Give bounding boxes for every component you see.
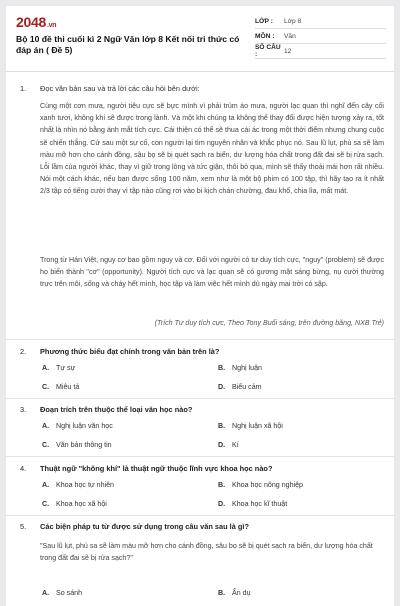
question-number: 4. [20,464,27,473]
option-d[interactable]: D. Kí [218,441,239,449]
option-d[interactable]: D. Biểu cảm [218,383,262,391]
passage-paragraph-2: Trong từ Hán Việt, nguy cơ bao gồm nguy và cơ. Đối với người có tư duy tích cực, "nguy" (problem) sẽ được họ biến thành "cơ" (opportunity). Người tích cực và lạc quan sẽ có gương mặt sáng bừng, nụ cười thường trực trên môi, sống và cháy hết mình, học tập và làm việc hết mình dù ngày mai trời có sập. [40,256,384,289]
option-a[interactable]: A. Nghị luận văn học [42,422,113,430]
divider [6,456,394,457]
option-b[interactable]: B. Nghị luận xã hội [218,422,283,430]
option-c[interactable]: C. Miêu tả [42,383,80,391]
option-c[interactable]: C. Văn bản thông tin [42,441,112,449]
option-a[interactable]: A. So sánh [42,589,83,597]
option-a[interactable]: A. Khoa học tự nhiên [42,481,114,489]
meta-row-subject: MÔN : Văn [255,29,386,44]
divider [6,339,394,340]
document-page [6,6,394,606]
question-number: 2. [20,347,27,356]
question-3 [20,405,386,449]
question-1 [20,84,386,334]
question-number: 1. [20,84,27,93]
question-5 [20,522,386,602]
question-4 [20,464,386,508]
question-intro: Đọc văn bản sau và trả lời các câu hỏi bên dưới: [40,84,200,93]
divider [6,398,394,399]
meta-table [255,14,386,59]
option-b[interactable]: B. Nghị luận [218,364,262,372]
document-title: Bộ 10 đề thi cuối kì 2 Ngữ Văn lớp 8 Kết nối tri thức có đáp án ( Đề 5) [16,34,240,55]
question-text: Phương thức biểu đạt chính trong văn bản trên là? [40,347,220,356]
question-number: 5. [20,522,27,531]
document-header [6,6,394,72]
option-c[interactable]: C. Khoa học xã hội [42,500,107,508]
question-text: Thuật ngữ "không khí" là thuật ngữ thuộc lĩnh vực khoa học nào? [40,464,273,473]
meta-row-class: LỚP : Lớp 8 [255,14,386,29]
option-a[interactable]: A. Tự sự [42,364,76,372]
passage-paragraph-1: Cùng một cơn mưa, người tiêu cực sẽ bực mình vì phải trùm áo mưa, người lạc quan thì nghĩ đến cây cối xanh tươi, không khí sẽ được trong lành. Và một khi chúng ta không thể thay đổi được hiện tượng xảy ra, tốt nhất là nhìn nó bằng ánh mắt tích cực. Cái thiện có thể sẽ thua cái ác trong một thời điểm nhưng chung cuộc sẽ chiến thắng. Cứ sau một sự cố, con người lại tìm nguyên nhân và khắc phục nó. Sau lũ lụt, phù sa sẽ làm màu mỡ hơn cho cánh đồng, sâu bọ sẽ bị quét sạch ra biển, dư lượng hóa chất trong đất đai sẽ bị rửa sạch. Lỗi lầm của người khác, thay vì giữ trong lòng và tức giận, thôi bỏ qua, mình sẽ thấy thoải mái hơn rất nhiều. Nói một cách khác, nếu bạn được sống 100 năm, xem như là một bộ phim có 100 tập, thì hãy tạo ra ít nhất 2/3 tập có tiếng cười thay vì tập nào cũng rơi vào bi kịch chán chường, đau khổ, chia lìa, mất mát. [40,102,384,196]
passage-source: (Trích Tư duy tích cực, Theo Tony Buổi sáng, trên đường băng, NXB Trẻ) [154,319,384,327]
question-text: Đoạn trích trên thuộc thể loại văn học nào? [40,405,193,414]
divider [6,515,394,516]
site-logo[interactable]: 2048.vn [16,14,57,30]
option-d[interactable]: D. Khoa học kĩ thuật [218,500,288,508]
option-b[interactable]: B. Ẩn dụ [218,589,251,597]
question-2 [20,347,386,391]
question-text: Các biện pháp tu từ được sử dụng trong câu văn sau là gì? [40,522,249,531]
meta-row-count: SỐ CÂU : 12 [255,44,386,59]
question-number: 3. [20,405,27,414]
question-quote: "Sau lũ lụt, phù sa sẽ làm màu mỡ hơn cho cánh đồng, sâu bọ sẽ bị quét sạch ra biển, dư lượng hóa chất trong đất đai sẽ bị rửa sạch?" [40,542,373,563]
option-b[interactable]: B. Khoa học nông nghiệp [218,481,303,489]
